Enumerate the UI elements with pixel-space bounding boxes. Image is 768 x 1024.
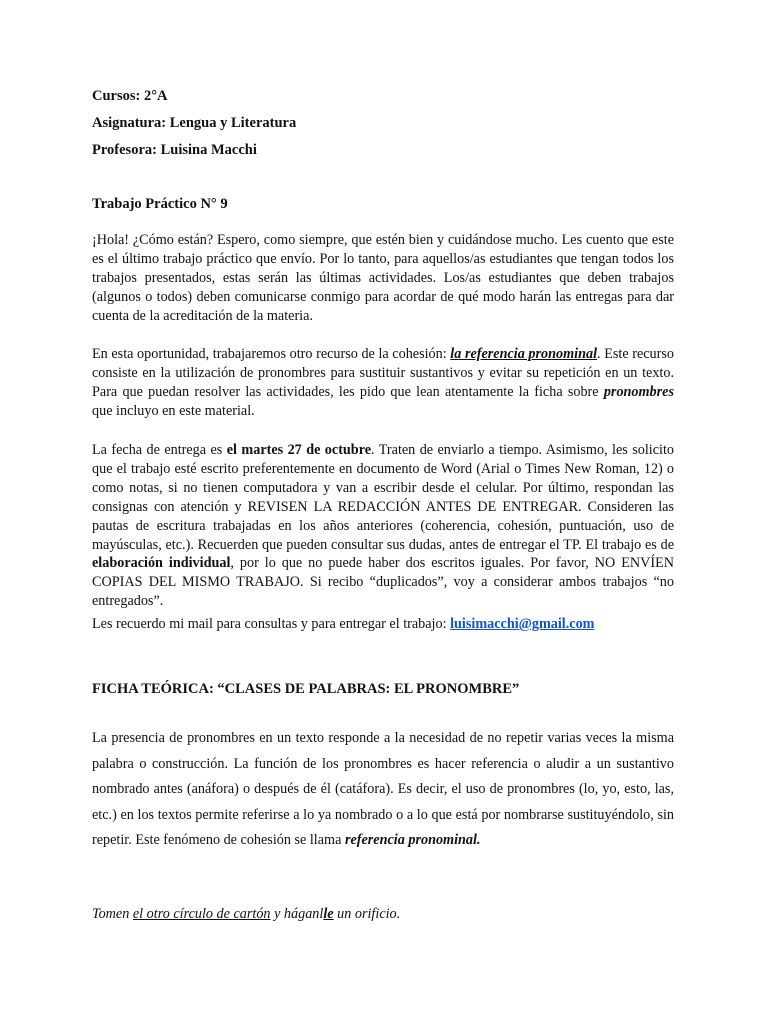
intro-paragraph: ¡Hola! ¿Cómo están? Espero, como siempre, que estén bien y cuidándose mucho. Les cuento que este es el último trabajo práctico que envío. Por lo tanto, para aquellos/as estudiantes que tengan todos los trabajos presentados, estas serán las últimas actividades. Los/as estudiantes que deben trabajos (algunos o todos) deben comunicarse conmigo para acordar de qué modo harán las entregas para dar cuenta de la acreditación de la materia.: [92, 232, 674, 324]
mail-line-text: Les recuerdo mi mail para consultas y para entregar el trabajo:: [92, 616, 451, 632]
example-text-a: Tomen: [92, 906, 133, 922]
example-text-b: y háganl: [270, 906, 324, 922]
ficha-text: La presencia de pronombres en un texto responde a la necesidad de no repetir varias veces la misma palabra o construcción. La función de los pronombres es hacer referencia o aludir a un sustantivo nombrado antes (anáfora) o después de él (catáfora). Es decir, el uso de pronombres (lo, yo, esto, las, etc.) en los textos permite referirse a lo ya nombrado o a lo que está por nombrarse sustituyéndolo, sin repetir. Este fenómeno de cohesión se llama: [92, 730, 674, 848]
deadline-text-b: . Traten de enviarlo a tiempo. Asimismo, les solicito que el trabajo esté escrito preferentemente en documento de Word (Arial o Times New Roman, 12) o como notas, si no tienen computadora y van a escribir desde el celular. Por último, respondan las consignas con atención y REVISEN LA REDACCIÓN ANTES DE ENTREGAR. Consideren las pautas de escritura trabajadas en los años anteriores (coherencia, cohesión, puntuación, uso de mayúsculas, etc.). Recuerden que pueden consultar sus dudas, antes de entregar el TP. El trabajo es de: [92, 442, 674, 553]
deadline-text-a: La fecha de entrega es: [92, 442, 227, 458]
cohesion-paragraph: [92, 345, 674, 421]
cohesion-text-a: En esta oportunidad, trabajaremos otro recurso de la cohesión:: [92, 346, 451, 362]
cohesion-text-b: . Este recurso consiste en la utilización de pronombres para sustituir sustantivos y evitar su repetición en un texto. Para que puedan resolver las actividades, les pido que lean atentamente la ficha sobre: [92, 346, 674, 400]
email-link[interactable]: luisimacchi@gmail.com: [450, 616, 595, 632]
deadline-text-c: , por lo que no puede haber dos escritos iguales. Por favor, NO ENVÍEN COPIAS DEL MISMO TRABAJO. Si recibo “duplicados”, voy a considerar ambos trabajos “no entregados”.: [92, 555, 674, 610]
mail-line: [92, 615, 674, 634]
term-referencia-pronominal: la referencia pronominal: [450, 346, 598, 362]
example-underlined: el otro círculo de cartón: [132, 906, 271, 922]
deadline-paragraph: [92, 441, 674, 611]
ficha-title: FICHA TEÓRICA: “CLASES DE PALABRAS: EL PRONOMBRE”: [92, 681, 520, 697]
cohesion-text-c: que incluyo en este material.: [92, 402, 255, 419]
deadline-date: el martes 27 de octubre: [226, 442, 372, 458]
example-pronoun: le: [323, 906, 334, 922]
example-text-c: un orificio.: [333, 906, 401, 922]
subject-line: Asignatura: Lengua y Literatura: [92, 115, 297, 131]
term-pronombres: pronombres: [603, 383, 674, 400]
assignment-title: Trabajo Práctico N° 9: [92, 196, 228, 212]
course-line: Cursos: 2°A: [92, 88, 168, 104]
term-referencia-pronominal-2: referencia pronominal.: [344, 832, 481, 848]
individual-work: elaboración individual: [92, 555, 231, 572]
example-sentence: [92, 905, 674, 924]
ficha-paragraph: [92, 726, 674, 854]
teacher-line: Profesora: Luisina Macchi: [92, 142, 257, 158]
